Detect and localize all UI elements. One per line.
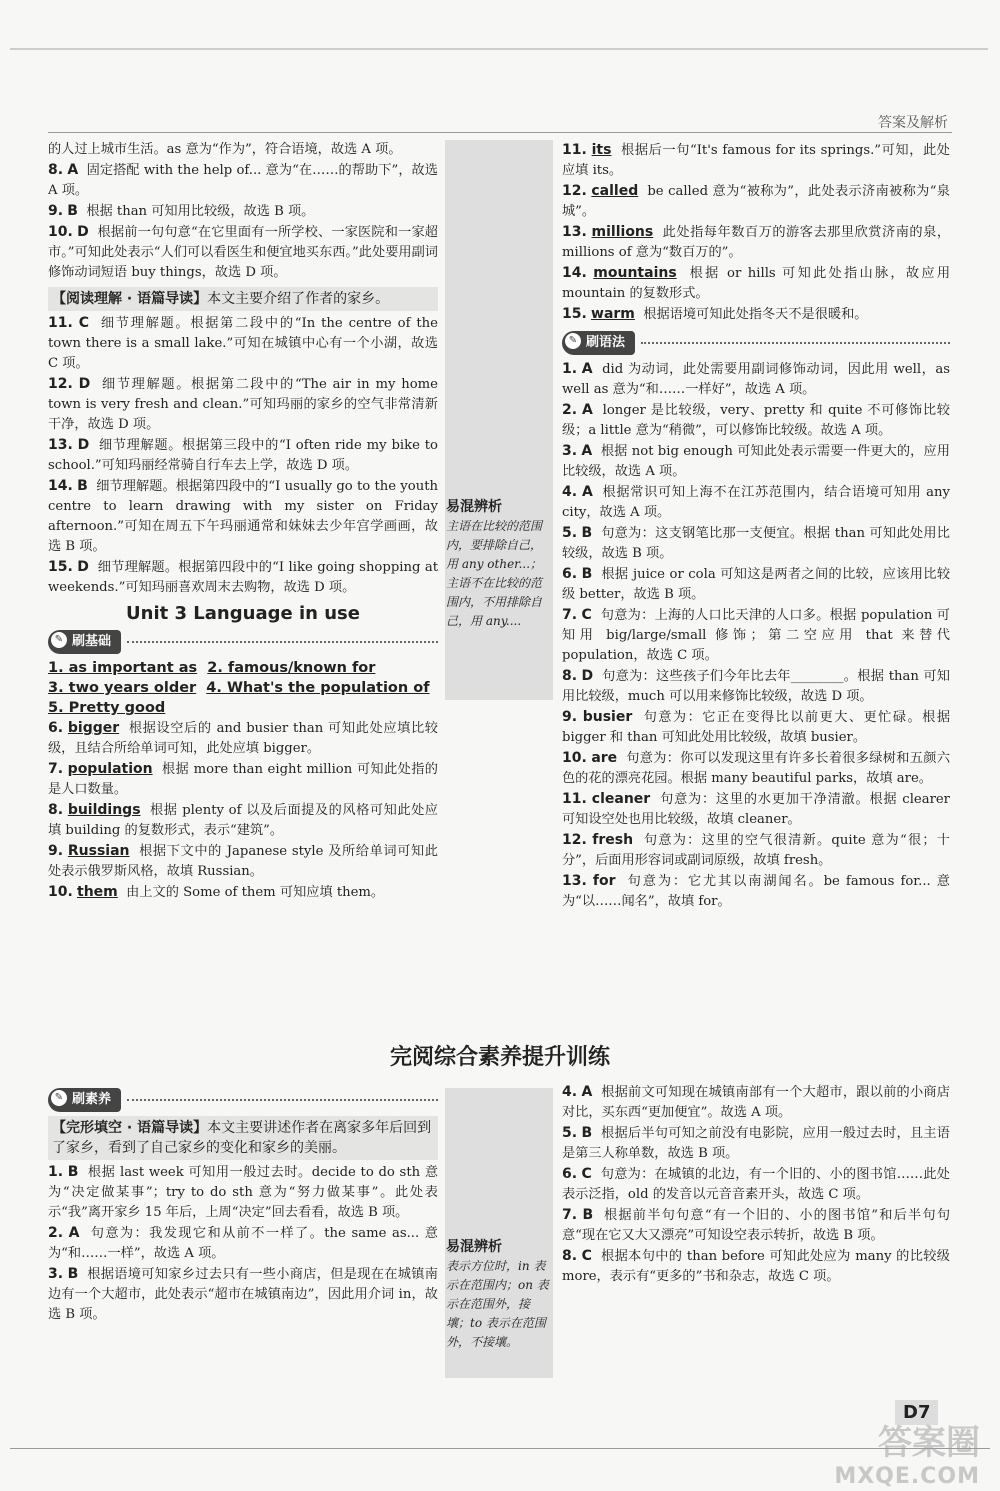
fill-answer: 1. as important as [48, 660, 198, 676]
item-answer: B [581, 566, 593, 582]
item-number: 3. [562, 443, 578, 459]
item-answer: B [581, 525, 593, 541]
item-number: 1. [562, 361, 578, 377]
item-answer: millions [591, 224, 654, 240]
item-answer: A [67, 162, 79, 178]
note-title: 易混辨析 [446, 1239, 502, 1255]
item-explanation: longer 是比较级，very、pretty 和 quite 不可修饰比较级；a little 意为“稍微”，可以修饰比较级。故选 A 项。 [562, 403, 950, 438]
header-title: 答案及解析 [878, 115, 948, 131]
item-number: 10. [562, 750, 587, 766]
answer-item [562, 1205, 950, 1246]
item-answer: them [77, 884, 118, 900]
item-explanation: 句意为：你可以发现这里有许多长着很多绿树和五颜六色的花的漂亮花园。根据 many beautiful parks，故填 are。 [562, 751, 951, 786]
item-number: 9. [48, 203, 64, 219]
item-answer: A [581, 484, 593, 500]
right-column-upper [562, 140, 950, 912]
item-number: 9. [562, 709, 578, 725]
item-explanation: 根据下文中的 Japanese style 及所给单词可知此处表示俄罗斯风格，故填 Russian。 [48, 844, 438, 879]
item-answer: cleaner [591, 791, 651, 807]
item-explanation: 根据本句中的 than before 可知此处应为 many 的比较级 more，表示有“更多的”书和杂志，故选 C 项。 [562, 1249, 950, 1284]
item-answer: bigger [67, 720, 120, 736]
item-explanation: 根据语境可知此处指冬天不是很暖和。 [643, 307, 868, 322]
item-explanation: 细节理解题。根据第四段中的“I usually go to the youth centre to learn drawing with my sister on Friday afternoon.”可知在周五下午玛丽通常和妹妹去少年宫学画画，故选 B 项。 [48, 479, 438, 554]
answer-item [562, 789, 950, 830]
page-number: D7 [895, 1400, 938, 1425]
fill-row [48, 678, 438, 698]
answer-item [48, 374, 438, 435]
answer-item [562, 523, 950, 564]
item-explanation: 由上文的 Some of them 可知应填 them。 [126, 885, 385, 900]
answer-item [48, 718, 438, 759]
item-number: 9. [48, 843, 64, 859]
item-answer: B [77, 478, 88, 494]
item-explanation: did 为动词，此处需要用副词修饰动词，因此用 well，as well as 意为“和……一样好”，故选 A 项。 [562, 362, 950, 397]
item-answer: A [581, 1084, 593, 1100]
item-answer: busier [582, 709, 633, 725]
watermark-text: 答案圈 [878, 1423, 980, 1463]
banner-label: 刷基础 [72, 634, 112, 649]
answer-item [562, 1082, 950, 1123]
left-column-lower [48, 1082, 438, 1325]
fill-answer: 5. Pretty good [48, 700, 166, 716]
basic-banner [48, 630, 438, 654]
item-explanation: 句意为：它尤其以南湖闻名。be famous for... 意为“以……闻名”，故填 for。 [562, 874, 950, 909]
item-explanation: 根据前一句句意“在它里面有一所学校、一家医院和一家超市。”可知此处表示“人们可以看医生和便宜地买东西。”此处要用副词修饰动词短语 buy things，故选 D 项。 [48, 225, 438, 280]
item-number: 12. [562, 183, 587, 199]
item-number: 6. [48, 720, 64, 736]
section-title: 完阅综合素养提升训练 [389, 1045, 610, 1070]
item-explanation: 根据 not big enough 可知此处表示需要一件更大的，应用比较级，故选 A 项。 [562, 444, 950, 479]
item-answer: D [581, 668, 594, 684]
answer-item [562, 1246, 950, 1287]
item-answer: D [77, 437, 90, 453]
item-answer: Russian [67, 843, 130, 859]
left-column-upper [48, 140, 438, 903]
item-number: 8. [48, 802, 64, 818]
item-answer: population [67, 761, 153, 777]
answer-item [562, 359, 950, 400]
quality-banner [48, 1088, 438, 1112]
item-explanation: 细节理解题。根据第三段中的“I often ride my bike to school.”可知玛丽经常骑自行车去上学，故选 D 项。 [48, 438, 438, 473]
item-number: 14. [48, 478, 73, 494]
item-answer: B [582, 1207, 594, 1223]
item-number: 2. [562, 402, 578, 418]
item-number: 13. [48, 437, 73, 453]
answer-item [562, 181, 950, 222]
item-answer: fresh [592, 832, 634, 848]
answer-item [562, 304, 950, 325]
unit-title: Unit 3 Language in use [126, 603, 360, 624]
item-number: 11. [562, 142, 587, 158]
item-explanation: 此处指每年数百万的游客去那里欣赏济南的泉，millions of 意为“数百万的”。 [562, 225, 951, 260]
item-number: 10. [48, 884, 73, 900]
cloze-guide [48, 1116, 438, 1160]
answer-item [562, 482, 950, 523]
answer-item [562, 666, 950, 707]
item-answer: B [67, 203, 78, 219]
item-explanation: 根据 juice or cola 可知这是两者之间的比较，应该用比较级 better，故选 B 项。 [562, 567, 951, 602]
item-number: 8. [48, 162, 64, 178]
answer-item [48, 140, 438, 160]
answer-item [48, 476, 438, 557]
watermark-logo [834, 1415, 980, 1489]
answer-item [562, 1164, 950, 1205]
item-answer: B [581, 1125, 593, 1141]
note-text: 表示方位时，in 表示在范围内；on 表示在范围外，接壤；to 表示在范围外，不接壤。 [446, 1259, 549, 1349]
item-number: 4. [562, 484, 578, 500]
item-explanation: 根据 or hills 可知此处指山脉，故应用 mountain 的复数形式。 [562, 266, 951, 301]
answer-item [48, 1223, 438, 1264]
note-text: 主语在比较的范围内，要排除自己，用 any other...；主语不在比较的范围内，不用排除自己，用 any.... [446, 519, 543, 628]
item-answer: A [581, 443, 593, 459]
item-number: 7. [562, 1207, 578, 1223]
answer-item [48, 557, 438, 598]
item-explanation: 根据语境可知家乡过去只有一些小商店，但是现在在城镇南边有一个大超市，此处表示“超市在城镇南边”，因此用介词 in，故选 B 项。 [48, 1267, 438, 1322]
item-explanation: 细节理解题。根据第二段中的“In the centre of the town there is a small lake.”可知在城镇中心有一个小湖，故选 C 项。 [48, 316, 438, 371]
item-number: 2. [48, 1225, 64, 1241]
item-number: 12. [48, 376, 73, 392]
item-explanation: 句意为：上海的人口比天津的人口多。根据 population 可知用 big/large/small 修饰；第二空应用 that 来替代 population，故选 C 项。 [562, 608, 950, 663]
item-number: 4. [562, 1084, 578, 1100]
right-column-lower [562, 1082, 950, 1287]
answer-item [48, 1264, 438, 1325]
answer-item [562, 1123, 950, 1164]
banner-divider [127, 1099, 438, 1101]
item-explanation: 句意为：在城镇的北边，有一个旧的、小的图书馆……此处表示泛指，old 的发音以元音音素开头，故选 C 项。 [562, 1167, 950, 1202]
pencil-icon: ✎ [51, 632, 67, 648]
answer-item [562, 222, 950, 263]
answer-item [562, 564, 950, 605]
pencil-icon: ✎ [565, 333, 581, 349]
answer-item [48, 882, 438, 903]
item-number: 8. [562, 1248, 578, 1264]
item-answer: C [581, 1248, 592, 1264]
item-answer: B [67, 1164, 79, 1180]
reading-guide [48, 287, 438, 311]
item-answer: mountains [593, 265, 677, 281]
item-number: 13. [562, 224, 587, 240]
item-number: 15. [562, 306, 587, 322]
answer-item [562, 748, 950, 789]
item-number: 11. [48, 315, 73, 331]
note-title: 易混辨析 [446, 499, 502, 515]
item-number: 1. [48, 1164, 64, 1180]
item-answer: its [591, 142, 612, 158]
fill-row [48, 698, 438, 718]
answer-item [48, 800, 438, 841]
fill-answer: 2. famous/known for [207, 660, 376, 676]
footer-divider [10, 1448, 990, 1449]
answer-item [48, 841, 438, 882]
answer-item [562, 707, 950, 748]
item-explanation: 根据设空后的 and busier than 可知此处应填比较级，且结合所给单词可知，此处应填 bigger。 [48, 721, 438, 756]
grammar-banner [562, 331, 950, 355]
item-explanation: 句意为：我发现它和从前不一样了。the same as... 意为“和……一样”，故选 A 项。 [48, 1226, 438, 1261]
item-explanation: 细节理解题。根据第四段中的“I like going shopping at weekends.”可知玛丽喜欢周末去购物，故选 D 项。 [48, 560, 438, 595]
item-explanation: 根据常识可知上海不在江苏范围内，结合语境可知用 any city，故选 A 项。 [562, 485, 950, 520]
item-answer: C [78, 315, 90, 331]
item-explanation: 句意为：这些孩子们今年比去年________。根据 than 可知用比较级，much 可以用来修饰比较级，故选 D 项。 [562, 669, 950, 704]
answer-item [562, 830, 950, 871]
item-answer: called [591, 183, 639, 199]
item-answer: are [591, 750, 618, 766]
item-explanation: 根据 more than eight million 可知此处指的是人口数量。 [48, 762, 438, 797]
item-explanation: 句意为：这支钢笔比那一支便宜。根据 than 可知此处用比较级，故选 B 项。 [562, 526, 950, 561]
item-explanation: 的人过上城市生活。as 意为“作为”，符合语境，故选 A 项。 [48, 142, 402, 157]
item-answer: D [77, 559, 89, 575]
item-explanation: 句意为：它正在变得比以前更大、更忙碌。根据 bigger 和 than 可知此处用比较级，故填 busier。 [562, 710, 951, 745]
item-explanation: 句意为：这里的空气很清新。quite 意为“很；十分”，后面用形容词或副词原级，故填 fresh。 [562, 833, 950, 868]
answer-item [562, 400, 950, 441]
answer-item [562, 263, 950, 304]
item-number: 12. [562, 832, 587, 848]
banner-divider [127, 641, 438, 643]
item-answer: C [581, 607, 592, 623]
item-explanation: 细节理解题。根据第二段中的“The air in my home town is very fresh and clean.”可知玛丽的家乡的空气非常清新干净，故选 D 项。 [48, 377, 438, 432]
item-number: 15. [48, 559, 73, 575]
item-explanation: 句意为：这里的水更加干净清澈。根据 clearer 可知设空处也用比较级，故填 cleaner。 [562, 792, 950, 827]
answer-item [48, 435, 438, 476]
item-number: 6. [562, 1166, 578, 1182]
item-number: 3. [48, 1266, 64, 1282]
answer-item [562, 605, 950, 666]
item-explanation: 固定搭配 with the help of... 意为“在……的帮助下”，故选 A 项。 [48, 163, 438, 198]
guide-label: 【完形填空 · 语篇导读】 [52, 1120, 208, 1136]
item-explanation: 根据后半句可知之前没有电影院，应用一般过去时，且主语是第三人称单数，故选 B 项。 [562, 1126, 950, 1161]
item-answer: A [581, 402, 593, 418]
confusion-note-1 [446, 498, 550, 631]
pencil-icon: ✎ [51, 1090, 67, 1106]
answer-item [48, 160, 438, 201]
confusion-note-2 [446, 1238, 550, 1352]
item-answer: D [78, 376, 91, 392]
item-answer: C [581, 1166, 592, 1182]
item-explanation: 根据前半句句意“有一个旧的、小的图书馆”和后半句句意“现在它又大又漂亮”可知设空表示转折，故选 B 项。 [562, 1208, 951, 1243]
item-explanation: 根据后一句“It's famous for its springs.”可知，此处应填 its。 [562, 143, 950, 178]
item-explanation: 根据 than 可知用比较级，故选 B 项。 [86, 204, 315, 219]
item-answer: A [68, 1225, 80, 1241]
answer-item [48, 222, 438, 283]
item-answer: A [581, 361, 593, 377]
watermark-url: MXQE.COM [834, 1464, 980, 1489]
header-divider [48, 132, 952, 133]
item-explanation: 根据 plenty of 以及后面提及的风格可知此处应填 building 的复数形式，表示“建筑”。 [48, 803, 438, 838]
answer-item [562, 441, 950, 482]
item-number: 13. [562, 873, 587, 889]
item-answer: B [67, 1266, 79, 1282]
item-explanation: be called 意为“被称为”，此处表示济南被称为“泉城”。 [562, 184, 950, 219]
answer-item [48, 201, 438, 222]
answer-item [48, 759, 438, 800]
fill-answer: 4. What's the population of [206, 680, 430, 696]
item-number: 5. [562, 525, 578, 541]
guide-text: 本文主要讲述作者在离家多年后回到了家乡，看到了自己家乡的变化和家乡的美丽。 [52, 1120, 432, 1156]
item-number: 7. [562, 607, 578, 623]
answer-item [48, 313, 438, 374]
item-number: 5. [562, 1125, 578, 1141]
fill-row [48, 658, 438, 678]
banner-divider [641, 342, 950, 344]
item-explanation: 根据 last week 可知用一般过去时。decide to do sth 意为“决定做某事”；try to do sth 意为“努力做某事”。此处表示“我”离开家乡 15 年后，上周“决定”回去看看，故选 B 项。 [48, 1165, 439, 1220]
item-answer: warm [591, 306, 635, 322]
answer-item [562, 871, 950, 912]
item-number: 10. [48, 224, 73, 240]
item-number: 7. [48, 761, 64, 777]
item-number: 14. [562, 265, 587, 281]
fill-answer: 3. two years older [48, 680, 197, 696]
guide-text: 本文主要介绍了作者的家乡。 [207, 291, 390, 307]
item-answer: for [592, 873, 616, 889]
item-answer: buildings [67, 802, 141, 818]
item-explanation: 根据前文可知现在城镇南部有一个大超市，跟以前的小商店对比，买东西“更加便宜”。故选 A 项。 [562, 1085, 950, 1120]
answer-item [48, 1162, 438, 1223]
answer-item [562, 140, 950, 181]
item-number: 11. [562, 791, 587, 807]
item-number: 6. [562, 566, 578, 582]
banner-label: 刷语法 [586, 335, 626, 350]
guide-label: 【阅读理解 · 语篇导读】 [52, 291, 208, 307]
item-number: 8. [562, 668, 578, 684]
item-answer: D [77, 224, 89, 240]
banner-label: 刷素养 [72, 1092, 112, 1107]
